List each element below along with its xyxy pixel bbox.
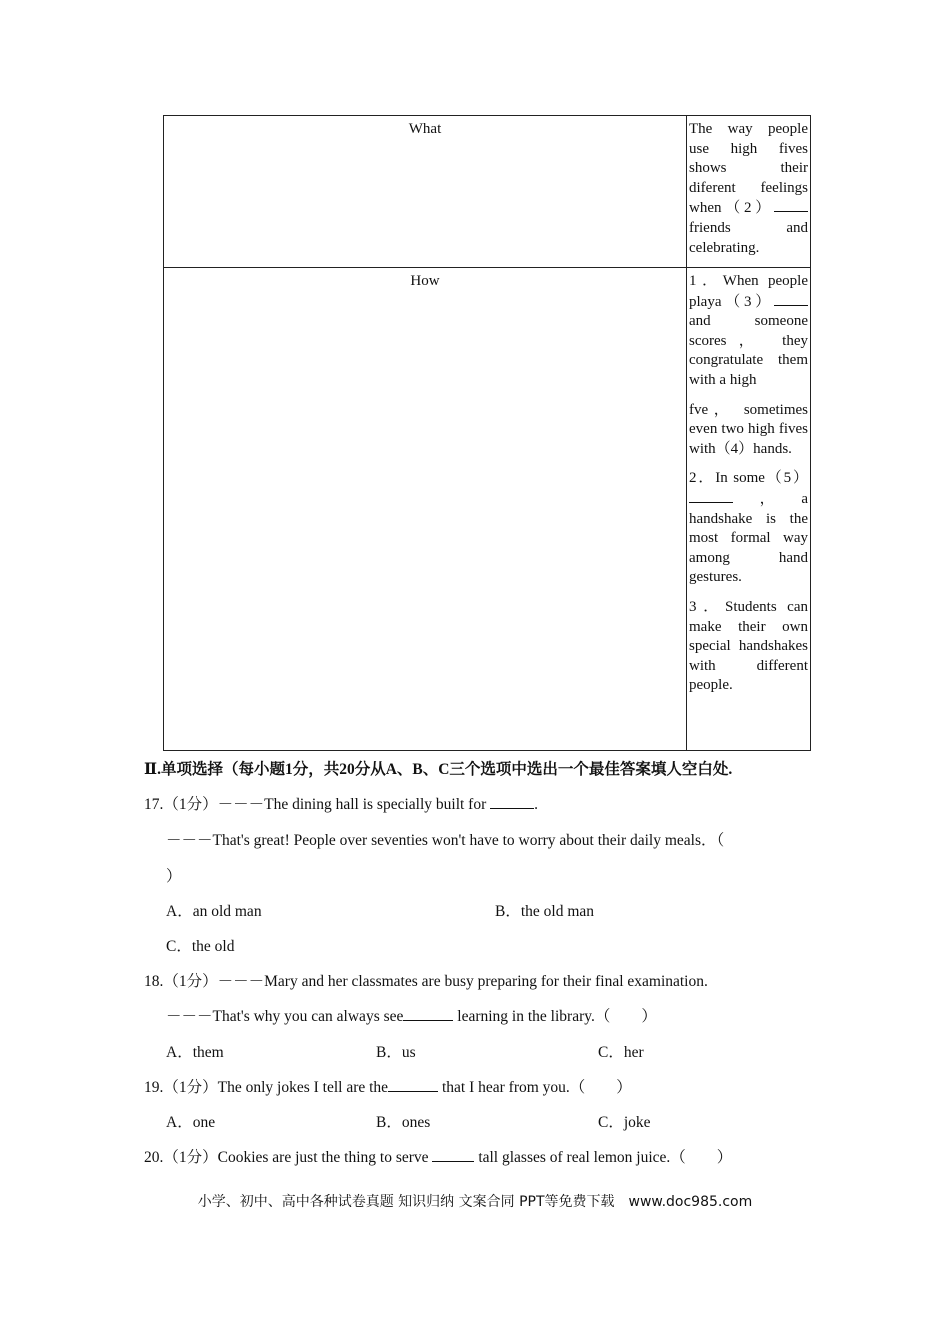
q19-option-a: A．one	[166, 1114, 216, 1131]
q18-blank	[403, 1008, 453, 1021]
how-paragraph-2: fve， sometimes even two high fives with（4）hands.	[689, 401, 808, 457]
q19-stem: 19.（1分）The only jokes I tell are the that I hear from you.（ ）	[144, 1079, 632, 1096]
q17-option-b: B．the old man	[495, 903, 595, 920]
q17-line3: ）	[166, 868, 182, 885]
how-paragraph-3: 2．In some（5），a handshake is the most formal way among hand gestures.	[689, 470, 808, 586]
q17-stem: 17.（1分）－－－The dining hall is specially built for .	[144, 796, 538, 813]
row-label-how: How	[164, 268, 687, 751]
q18-option-b: B．us	[376, 1044, 416, 1061]
q17-blank	[490, 796, 534, 809]
table-row-what	[164, 116, 811, 268]
q19-blank	[388, 1079, 438, 1092]
blank-3	[774, 292, 808, 306]
row-label-what: What	[164, 116, 687, 268]
q19-option-b: B．ones	[376, 1114, 431, 1131]
q20-stem: 20.（1分）Cookies are just the thing to serve tall glasses of real lemon juice.（ ）	[144, 1149, 733, 1166]
section-title: Ⅱ.单项选择（每小题1分，共20分从A、B、C三个选项中选出一个最佳答案填人空白处.	[144, 761, 733, 778]
blank-5	[689, 489, 733, 503]
q19-option-c: C．joke	[598, 1114, 651, 1131]
q18-option-a: A．them	[166, 1044, 224, 1061]
how-paragraph-1: 1．When people playa（3） and someone scores， they congratulate them with a high	[689, 273, 808, 388]
blank-2	[774, 198, 808, 212]
page-footer: 小学、初中、高中各种试卷真题 知识归纳 文案合同 PPT等免费下载 www.doc985.com	[197, 1194, 753, 1210]
table-row-how	[164, 268, 811, 751]
q18-option-c: C．her	[598, 1044, 644, 1061]
row-content-how	[687, 268, 811, 751]
q17-option-a: A．an old man	[166, 903, 262, 920]
q17-line2: －－－That's great! People over seventies won't have to worry about their daily meals．（	[166, 832, 725, 849]
what-paragraph: The way people use high fives shows their diferent feelings when（2） friends and celebrating.	[689, 121, 808, 256]
row-content-what	[687, 116, 811, 268]
q20-blank	[432, 1149, 474, 1162]
reading-table	[163, 115, 811, 751]
q18-stem: 18.（1分）－－－Mary and her classmates are busy preparing for their final examination.	[144, 973, 708, 990]
q17-option-c: C．the old	[166, 938, 235, 955]
q18-line2: －－－That's why you can always see learning in the library.（ ）	[166, 1008, 657, 1025]
how-paragraph-4: 3．Students can make their own special handshakes with different people.	[689, 598, 808, 694]
